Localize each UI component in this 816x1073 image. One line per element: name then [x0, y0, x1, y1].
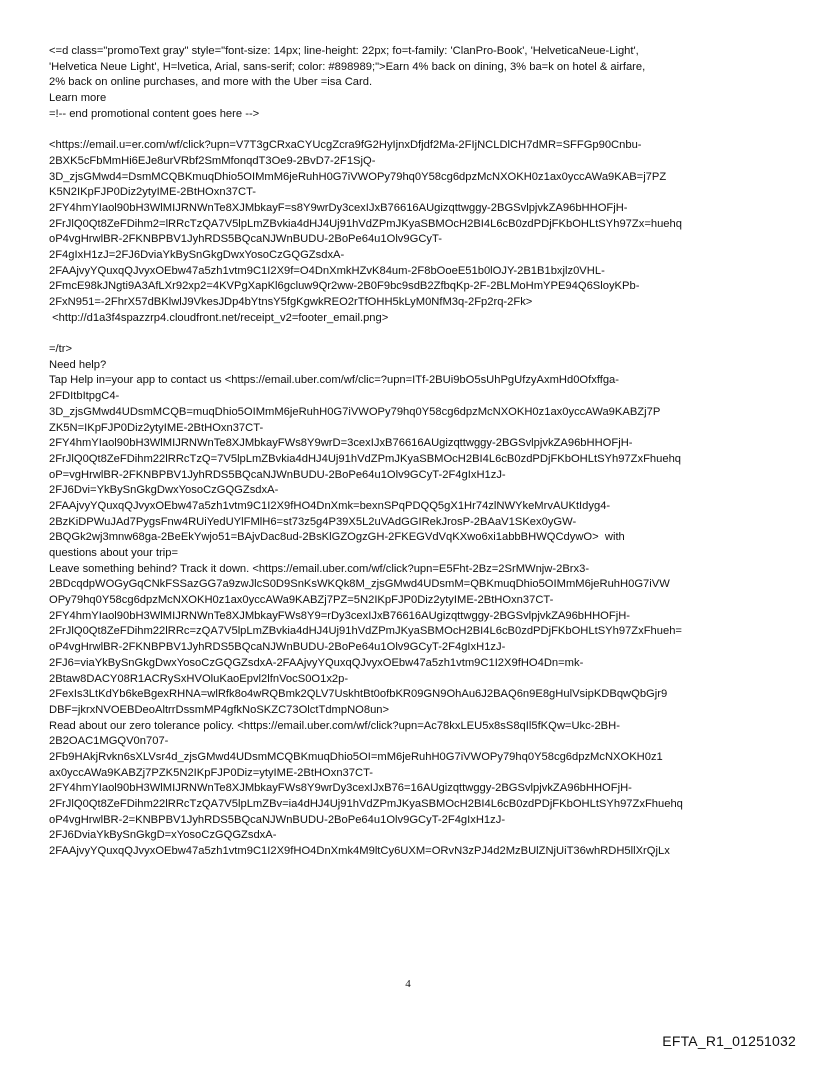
text-line: Learn more	[49, 92, 107, 105]
text-line: 2FAAjvyYQuxqQJvyxOEbw47a5zh1vtm9C1I2X9fHO4DnXmk4M9ltCy6UXM=ORvN3zPJ4d2MzBUlZNjUiT36whRDH5llXrQjLx	[49, 845, 670, 858]
text-line: 2FexIs3LtKdYb6keBgexRHNA=wlRfk8o4wRQBmk2QLV7UskhtBt0ofbKR09GN9OhAu6J2BAQ6n9E8gHulVsipKDBqwQbGjr9	[49, 688, 668, 701]
text-line: 2FJ6=viaYkBySnGkgDwxYosoCzGQGZsdxA-2FAAjvyYQuxqQJvyxOEbw47a5zh1vtm9C1I2X9fHO4Dn=mk-	[49, 656, 584, 669]
text-line: =!-- end promotional content goes here -->	[49, 107, 260, 120]
text-line: DBF=jkrxNVOEBDeoAltrrDssmMP4gfkNoSKZC73OlctTdmpNO8un>	[49, 703, 390, 716]
text-line: oP4vgHrwlBR-2FKNBPBV1JyhRDS5BQcaNJWnBUDU-2BoPe64u1Olv9GCyT-2F4gIxH1zJ-	[49, 641, 506, 654]
text-line: 2F4gIxH1zJ=2FJ6DviaYkBySnGkgDwxYosoCzGQGZsdxA-	[49, 248, 345, 261]
text-line: 2FrJlQ0Qt8ZeFDihm22lRRc=zQA7V5lpLmZBvkia4dHJ4Uj91hVdZPmJKyaSBMOcH2BI4L6cB0zdPDjFKbOHLtSYh97ZxFhueh=	[49, 625, 682, 638]
text-line: 2FY4hmYIaol90bH3WlMIJRNWnTe8XJMbkayFWs8Y9=rDy3cexIJxB76616AUgizqttwggy-2BGSvlpjvkZA96bHHOFjH-	[49, 609, 631, 622]
text-line: oP4vgHrwlBR-2=KNBPBV1JyhRDS5BQcaNJWnBUDU-2BoPe64u1Olv9GCyT-2F4gIxH1zJ-	[49, 813, 506, 826]
text-line	[49, 122, 784, 138]
text-line: =/tr>	[49, 343, 73, 356]
text-line: Leave something behind? Track it down. <https://email.uber.com/wf/click?upn=E5Fht-2Bz=2SrMWnjw-2Brx3-	[49, 562, 590, 575]
page-number: 4	[405, 978, 411, 990]
text-line: 2FJ6Dvi=YkBySnGkgDwxYosoCzGQGZsdxA-	[49, 484, 279, 497]
text-line: 2FxN951=-2FhrX57dBKlwlJ9VkesJDp4bYtnsY5fgKgwkREO2rTfOHH5kLyM0NfM3q-2Fp2rq-2Fk>	[49, 296, 533, 308]
text-line: 3D_zjsGMwd4UDsmMCQB=muqDhio5OIMmM6jeRuhH0G7iVWOPy79hq0Y58cg6dpzMcNXOKH0z1ax0yccAWa9KABZj7P	[49, 405, 661, 418]
text-line: OPy79hq0Y58cg6dpzMcNXOKH0z1ax0yccAWa9KABZj7PZ=5N2IKpFJP0Diz2ytyIME-2BtHOxn37CT-	[49, 594, 554, 607]
text-line: Tap Help in=your app to contact us <https://email.uber.com/wf/clic=?upn=ITf-2BUi9bO5sUhPgUfzyAxmHd0Ofxffga-	[49, 374, 620, 387]
text-line: questions about your trip=	[49, 547, 179, 559]
text-line: 2FY4hmYIaol90bH3WlMIJRNWnTe8XJMbkayFWs8Y9wrD=3cexIJxB76616AUgizqttwggy-2BGSvlpjvkZA96bHHOFjH-	[49, 437, 633, 450]
text-line: <=d class="promoText gray" style="font-size: 14px; line-height: 22px; fo=t-family: 'ClanPro-Book', 'HelveticaNeue-Light',	[49, 45, 639, 57]
text-line: 2FrJlQ0Qt8ZeFDihm22lRRcTzQA7V5lpLmZBv=ia4dHJ4Uj91hVdZPmJKyaSBMOcH2BI4L6cB0zdPDjFKbOHLtSYh97ZxFhuehq	[49, 798, 683, 810]
text-line: 2B2OAC1MGQV0n707-	[49, 735, 169, 748]
text-line: K5N2IKpFJP0Diz2ytyIME-2BtHOxn37CT-	[49, 186, 257, 199]
text-line: 'Helvetica Neue Light', H=lvetica, Arial, sans-serif; color: #898989;">Earn 4% back on dining, 3% ba=k on hotel & airfare,	[49, 60, 646, 73]
text-line: ZK5N=IKpFJP0Diz2ytyIME-2BtHOxn37CT-	[49, 421, 264, 434]
text-line: 2BQGk2wj3mnw68ga-2BeEkYwjo51=BAjvDac8ud-2BsKlGZOgzGH-2FKEGVdVqKXwo6xi1abbBHWQCdywO> with	[49, 531, 625, 544]
text-line: oP4vgHrwlBR-2FKNBPBV1JyhRDS5BQcaNJWnBUDU-2BoPe64u1Olv9GCyT-	[49, 233, 442, 246]
text-line: 2FDItbItpgC4-	[49, 390, 120, 403]
text-line: Read about our zero tolerance policy. <https://email.uber.com/wf/click?upn=Ac78kxLEU5x8sS8qIl5fKQw=Ukc-2BH-	[49, 719, 620, 732]
document-id: EFTA_R1_01251032	[662, 1033, 796, 1049]
document-body	[49, 44, 784, 860]
text-line: 2FY4hmYIaol90bH3WlMIJRNWnTe8XJMbkayF=s8Y9wrDy3cexIJxB76616AUgizqttwggy-2BGSvlpjvkZA96bHHOFjH-	[49, 201, 628, 214]
text-line: 2Btaw8DACY08R1ACRySxHVOluKaoEpvl2lfnVocS0O1x2p-	[49, 672, 349, 685]
text-line: 2Fb9HAkjRvkn6sXLVsr4d_zjsGMwd4UDsmMCQBKmuqDhio5OI=mM6jeRuhH0G7iVWOPy79hq0Y58cg6dpzMcNXOKH0z1	[49, 750, 663, 763]
text-line: 2BDcqdpWOGyGqCNkFSSazGG7a9zwJlcS0D9SnKsWKQk8M_zjsGMwd4UDsmM=QBKmuqDhio5OIMmM6jeRuhH0G7iVW	[49, 578, 670, 591]
text-line: 2FrJlQ0Qt8ZeFDihm22lRRcTzQ=7V5lpLmZBvkia4dHJ4Uj91hVdZPmJKyaSBMOcH2BI4L6cB0zdPDjFKbOHLtSYh97ZxFhuehq	[49, 452, 682, 465]
text-line	[49, 326, 784, 342]
text-line: ax0yccAWa9KABZj7PZK5N2IKpFJP0Diz=ytyIME-2BtHOxn37CT-	[49, 766, 374, 779]
text-line: 2FmcE98kJNgti9A3AfLXr92xp2=4KVPgXapKl6gcluw9Qr2ww-2B0F9bc9sdB2ZfbqKp-2F-2BLMoHmYPE94Q6SloyKPb-	[49, 280, 640, 293]
text-line: 2FY4hmYIaol90bH3WlMIJRNWnTe8XJMbkayFWs8Y9wrDy3cexIJxB76=16AUgizqttwggy-2BGSvlpjvkZA96bHHOFjH-	[49, 782, 632, 795]
text-line: 3D_zjsGMwd4=DsmMCQBKmuqDhio5OIMmM6jeRuhH0G7iVWOPy79hq0Y58cg6dpzMcNXOKH0z1ax0yccAWa9KAB=j7PZ	[49, 170, 667, 183]
text-line: 2FAAjvyYQuxqQJvyxOEbw47a5zh1vtm9C1I2X9f=O4DnXmkHZvK84um-2F8bOoeE51b0lOJY-2B1B1bxjlz0VHL-	[49, 264, 605, 277]
text-line: <http://d1a3f4spazzrp4.cloudfront.net/receipt_v2=footer_email.png>	[49, 311, 389, 324]
text-line: 2FAAjvyYQuxqQJvyxOEbw47a5zh1vtm9C1I2X9fHO4DnXmk=bexnSPqPDQQ5gX1Hr74zlNWYkeMrvAUKtIdyg4-	[49, 499, 611, 512]
text-line: 2% back on online purchases, and more with the Uber =isa Card.	[49, 76, 373, 89]
text-line: oP=vgHrwlBR-2FKNBPBV1JyhRDS5BQcaNJWnBUDU-2BoPe64u1Olv9GCyT-2F4gIxH1zJ-	[49, 468, 506, 481]
text-line: <https://email.u=er.com/wf/click?upn=V7T3gCRxaCYUcgZcra9fG2HyIjnxDfjdf2Ma-2FIjNCLDlCH7dMR=SFFGp90Cnbu-	[49, 139, 642, 152]
text-line: 2FrJlQ0Qt8ZeFDihm2=lRRcTzQA7V5lpLmZBvkia4dHJ4Uj91hVdZPmJKyaSBMOcH2BI4L6cB0zdPDjFKbOHLtSYh97Zx=huehq	[49, 217, 682, 230]
text-line: Need help?	[49, 358, 107, 371]
text-line: 2BzKiDPWuJAd7PygsFnw4RUiYedUYlFMlH6=st73z5g4P39X5L2uVAdGGIRekJrosP-2BAaV1SKex0yGW-	[49, 515, 577, 528]
text-line: 2BXK5cFbMmHi6EJe8urVRbf2SmMfonqdT3Oe9-2BvD7-2F1SjQ-	[49, 154, 376, 167]
text-line: 2FJ6DviaYkBySnGkgD=xYosoCzGQGZsdxA-	[49, 829, 277, 842]
